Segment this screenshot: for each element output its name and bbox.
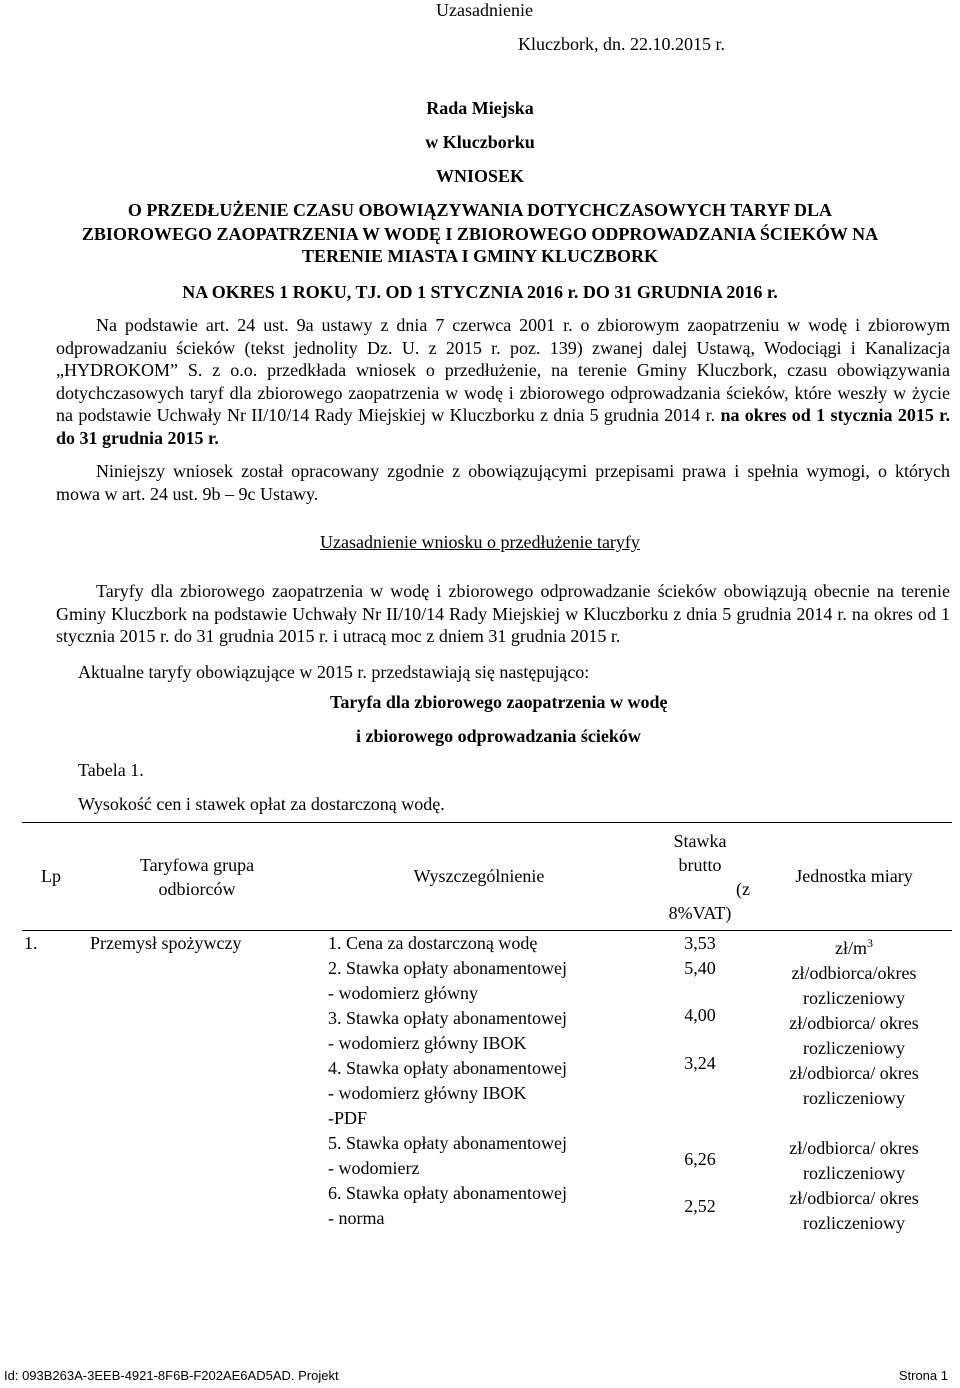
unit-line: zł/odbiorca/ okres <box>789 1063 919 1083</box>
unit-line: zł/odbiorca/ okres <box>789 1138 919 1158</box>
rate-value: 2,52 <box>684 1196 716 1216</box>
request-label: WNIOSEK <box>435 166 525 186</box>
column-header-rate-line3: (z <box>736 878 750 899</box>
cell-lp: 1. <box>24 933 38 953</box>
subject-line-2: ZBIOROWEGO ZAOPATRZENIA W WODĘ I ZBIOROWEGO ODPROWADZANIA ŚCIEKÓW NA <box>81 224 879 244</box>
cell-description <box>314 931 644 1237</box>
unit-line: zł/odbiorca/okres <box>791 963 917 983</box>
subject-line-3: TERENIE MIASTA I GMINY KLUCZBORK <box>301 246 659 266</box>
paragraph-legal-basis-text: Na podstawie art. 24 ust. 9a ustawy z dnia 7 czerwca 2001 r. o zbiorowym zaopatrzeniu w wodę i zbiorowym odprowadzaniu ścieków (tekst jednolity Dz. U. z 2015 r. poz. 139) zwanej dalej Ustawą, Wodociągi i Kanalizacja „HYDROKOM” S. z o.o. przedkłada wniosek o przedłużenie, na terenie Gminy Kluczbork, czasu obowiązywania dotychczasowych taryf dla zbiorowego zaopatrzenia w wodę i zbiorowego odprowadzania ścieków, które weszły w życie na podstawie Uchwały Nr II/10/14 Rady Miejskiej w Kluczborku z dnia 5 grudnia 2014 r. <box>56 315 950 425</box>
column-header-description: Wyszczególnienie <box>314 823 644 931</box>
unit-line: rozliczeniowy <box>803 1163 905 1183</box>
description-line: -PDF <box>328 1108 368 1128</box>
rate-value: 4,00 <box>684 1005 716 1025</box>
unit-line: rozliczeniowy <box>803 988 905 1008</box>
column-header-rate-line1: Stawka <box>673 830 727 851</box>
description-line: - norma <box>328 1208 385 1228</box>
tariff-title-line2: i zbiorowego odprowadzania ścieków <box>356 726 641 746</box>
column-header-lp: Lp <box>22 823 80 931</box>
rate-value: 5,40 <box>684 958 716 978</box>
paragraph-current-tariffs: Taryfy dla zbiorowego zaopatrzenia w wodę i zbiorowego odprowadzanie ścieków obowiązują obecnie na terenie Gminy Kluczbork na podstawie Uchwały Nr II/10/14 Rady Miejskiej w Kluczborku z dnia 5 grudnia 2014 r. na okres od 1 stycznia 2015 r. do 31 grudnia 2015 r. i utracą moc z dniem 31 grudnia 2015 r. <box>56 581 950 646</box>
description-line: 2. Stawka opłaty abonamentowej <box>328 958 567 978</box>
description-line: - wodomierz główny IBOK <box>328 1033 527 1053</box>
paragraph-compliance: Niniejszy wniosek został opracowany zgodnie z obowiązującymi przepisami prawa i spełnia wymogi, o których mowa w art. 24 ust. 9b – 9c Ustawy. <box>56 461 950 504</box>
place-date: Kluczbork, dn. 22.10.2015 r. <box>518 34 725 54</box>
subject-line-1: O PRZEDŁUŻENIE CZASU OBOWIĄZYWANIA DOTYCHCZASOWYCH TARYF DLA <box>127 200 833 220</box>
unit-first-superscript: 3 <box>867 936 873 950</box>
cell-group: Przemysł spożywczy <box>90 933 242 953</box>
justification-heading: Uzasadnienie wniosku o przedłużenie taryfy <box>320 532 640 552</box>
tariff-table <box>22 822 952 1236</box>
description-line: 1. Cena za dostarczoną wodę <box>328 933 538 953</box>
unit-line: rozliczeniowy <box>803 1088 905 1108</box>
column-header-rate-line4: 8%VAT) <box>668 902 732 923</box>
paragraph-legal-basis <box>56 314 950 449</box>
unit-line: zł/odbiorca/ okres <box>789 1188 919 1208</box>
description-line: - wodomierz główny <box>328 983 478 1003</box>
paragraph-tariffs-intro: Aktualne taryfy obowiązujące w 2015 r. przedstawiają się następująco: <box>78 662 590 682</box>
table-label: Tabela 1. <box>78 760 144 780</box>
subject-line-4: NA OKRES 1 ROKU, TJ. OD 1 STYCZNIA 2016 r. DO 31 GRUDNIA 2016 r. <box>182 282 778 302</box>
description-line: - wodomierz główny IBOK <box>328 1083 527 1103</box>
column-header-rate-line2: brutto <box>678 854 722 875</box>
paragraph-legal-basis-period: na okres od 1 stycznia 2015 r. do 31 grudnia 2015 r. <box>56 405 951 448</box>
column-header-unit: Jednostka miary <box>756 823 952 931</box>
document-title: Uzasadnienie <box>436 0 533 20</box>
addressee-line2: w Kluczborku <box>425 132 535 152</box>
cell-units <box>756 931 952 1237</box>
description-line: 4. Stawka opłaty abonamentowej <box>328 1058 567 1078</box>
description-line: 3. Stawka opłaty abonamentowej <box>328 1008 567 1028</box>
footer-page-number: Strona 1 <box>898 1368 948 1383</box>
footer-document-id: Id: 093B263A-3EEB-4921-8F6B-F202AE6AD5AD. Projekt <box>4 1368 339 1383</box>
column-header-group-line1: Taryfowa grupa <box>139 854 255 875</box>
addressee-line1: Rada Miejska <box>426 98 534 118</box>
description-line: 6. Stawka opłaty abonamentowej <box>328 1183 567 1203</box>
cell-rates <box>644 931 756 1237</box>
rate-value: 3,53 <box>684 933 716 953</box>
unit-line: rozliczeniowy <box>803 1038 905 1058</box>
column-header-group <box>80 823 314 931</box>
table-row <box>22 931 952 1237</box>
table-caption: Wysokość cen i stawek opłat za dostarczoną wodę. <box>78 794 445 814</box>
unit-line: zł/odbiorca/ okres <box>789 1013 919 1033</box>
description-line: - wodomierz <box>328 1158 420 1178</box>
rate-value: 3,24 <box>684 1053 716 1073</box>
tariff-title-line1: Taryfa dla zbiorowego zaopatrzenia w wodę <box>330 692 668 712</box>
unit-line <box>756 931 952 961</box>
column-header-rate <box>644 823 756 931</box>
unit-line: rozliczeniowy <box>803 1213 905 1233</box>
unit-first: zł/m <box>835 938 867 958</box>
description-line: 5. Stawka opłaty abonamentowej <box>328 1133 567 1153</box>
column-header-group-line2: odbiorców <box>158 878 236 899</box>
rate-value: 6,26 <box>684 1149 716 1169</box>
